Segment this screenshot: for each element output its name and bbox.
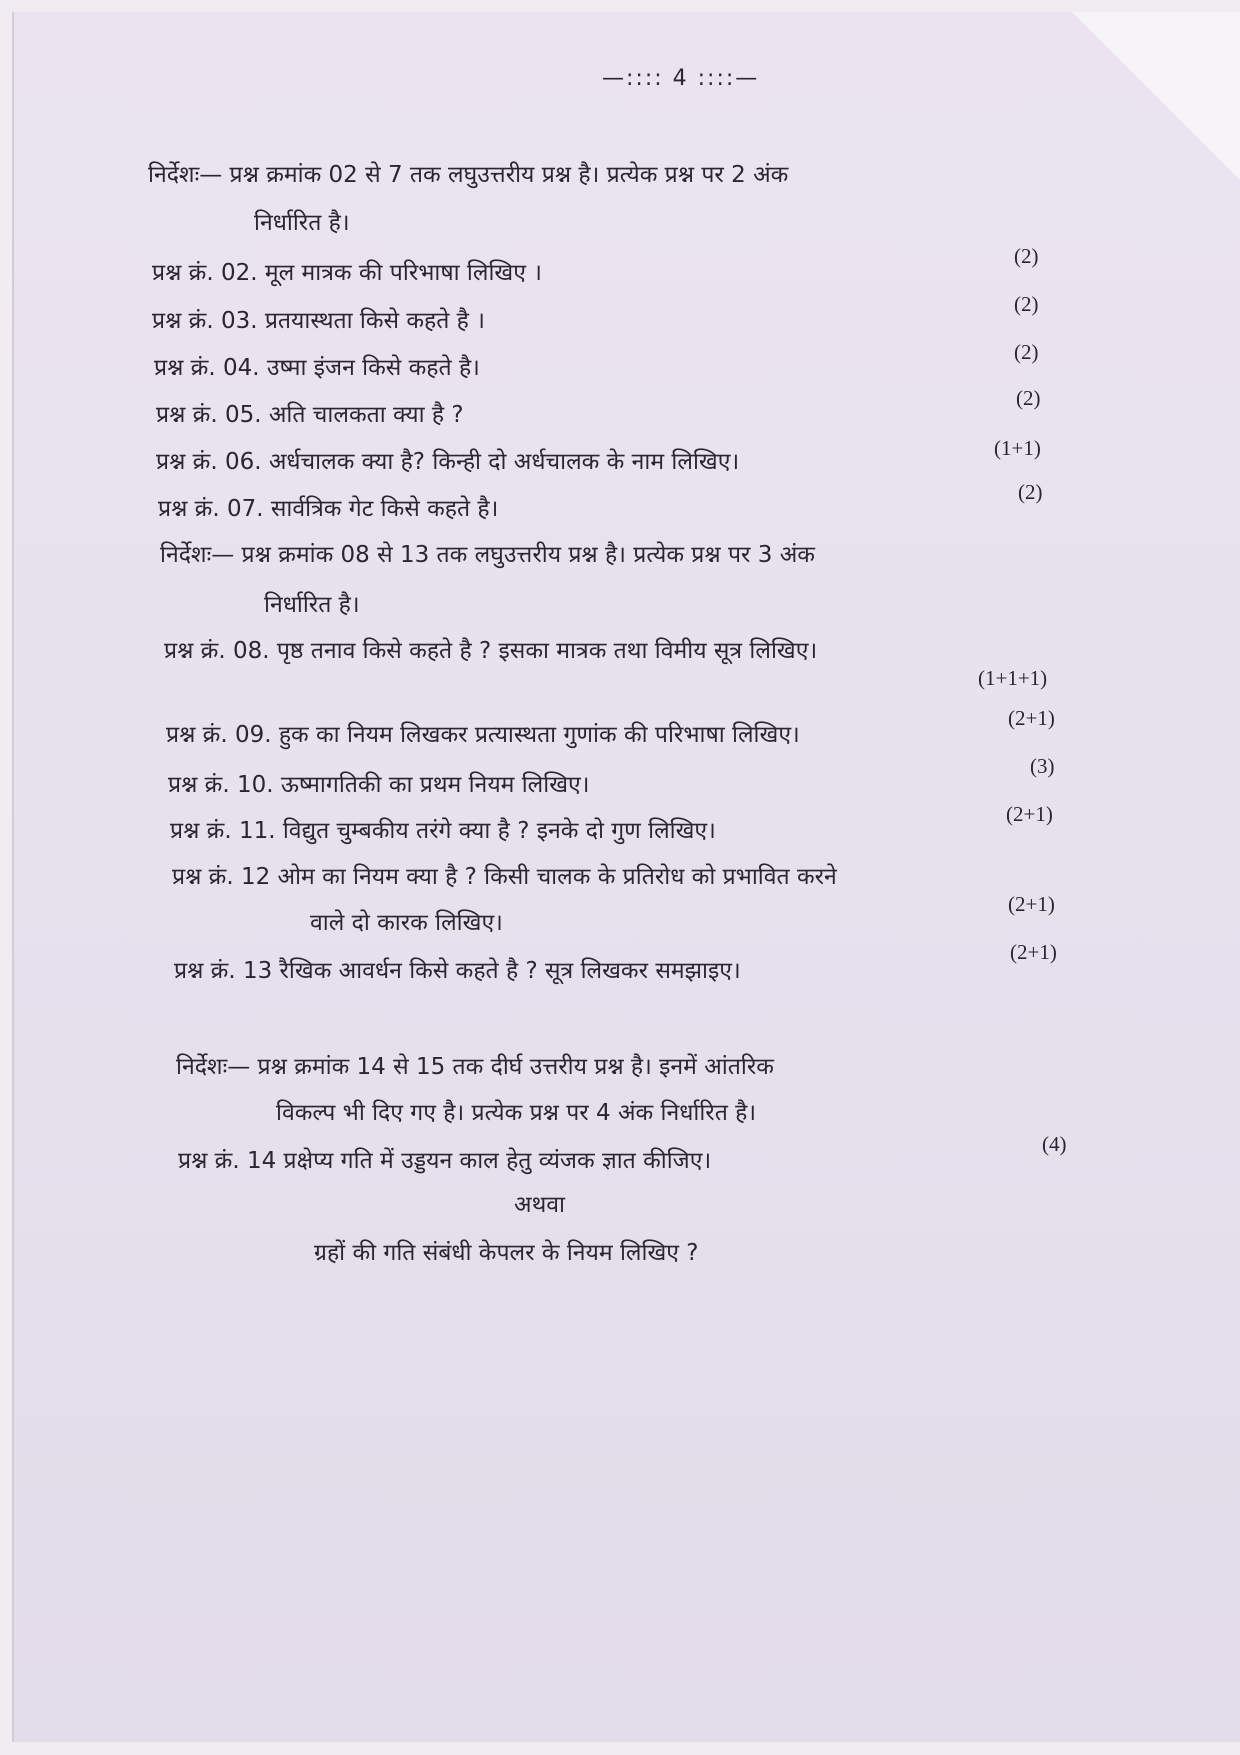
alternative-question: ग्रहों की गति संबंधी केपलर के नियम लिखिए ? bbox=[314, 1240, 699, 1266]
question-08: प्रश्न क्रं. 08. पृष्ठ तनाव किसे कहते है ? इसका मात्रक तथा विमीय सूत्र लिखिए। bbox=[164, 638, 818, 664]
question-07-marks: (2) bbox=[1018, 480, 1043, 504]
instruction-1-line-2: निर्धारित है। bbox=[254, 210, 350, 236]
question-06: प्रश्न क्रं. 06. अर्धचालक क्या है? किन्ही दो अर्धचालक के नाम लिखिए। bbox=[156, 449, 740, 475]
question-10-marks: (3) bbox=[1030, 754, 1055, 778]
question-11: प्रश्न क्रं. 11. विद्युत चुम्बकीय तरंगे क्या है ? इनके दो गुण लिखिए। bbox=[170, 818, 716, 844]
question-14-marks: (4) bbox=[1042, 1132, 1067, 1156]
question-04: प्रश्न क्रं. 04. उष्मा इंजन किसे कहते है। bbox=[154, 355, 480, 381]
instruction-2-line-1: निर्देशः— प्रश्न क्रमांक 08 से 13 तक लघुउत्तरीय प्रश्न है। प्रत्येक प्रश्न पर 3 अंक bbox=[160, 542, 815, 568]
question-08-marks: (1+1+1) bbox=[978, 666, 1048, 690]
question-07: प्रश्न क्रं. 07. सार्वत्रिक गेट किसे कहते है। bbox=[158, 496, 499, 522]
question-12-marks: (2+1) bbox=[1008, 892, 1055, 916]
instruction-1-line-1: निर्देशः— प्रश्न क्रमांक 02 से 7 तक लघुउत्तरीय प्रश्न है। प्रत्येक प्रश्न पर 2 अंक bbox=[148, 162, 789, 188]
question-11-marks: (2+1) bbox=[1006, 802, 1053, 826]
question-13-marks: (2+1) bbox=[1010, 940, 1057, 964]
page-number: —:::: 4 ::::— bbox=[602, 66, 760, 91]
question-12-continuation: वाले दो कारक लिखिए। bbox=[310, 910, 503, 936]
question-02: प्रश्न क्रं. 02. मूल मात्रक की परिभाषा लिखिए । bbox=[152, 260, 542, 286]
question-05-marks: (2) bbox=[1016, 386, 1041, 410]
question-06-marks: (1+1) bbox=[994, 436, 1041, 460]
question-02-marks: (2) bbox=[1014, 244, 1039, 268]
page-fold-corner bbox=[1072, 12, 1240, 182]
question-03-marks: (2) bbox=[1014, 292, 1039, 316]
or-label: अथवा bbox=[514, 1192, 566, 1218]
instruction-2-line-2: निर्धारित है। bbox=[264, 592, 360, 618]
instruction-3-line-1: निर्देशः— प्रश्न क्रमांक 14 से 15 तक दीर्घ उत्तरीय प्रश्न है। इनमें आंतरिक bbox=[176, 1054, 774, 1080]
question-14: प्रश्न क्रं. 14 प्रक्षेप्य गति में उड्डयन काल हेतु व्यंजक ज्ञात कीजिए। bbox=[178, 1148, 712, 1174]
question-13: प्रश्न क्रं. 13 रैखिक आवर्धन किसे कहते है ? सूत्र लिखकर समझाइए। bbox=[174, 958, 741, 984]
question-12: प्रश्न क्रं. 12 ओम का नियम क्या है ? किसी चालक के प्रतिरोध को प्रभावित करने bbox=[172, 864, 837, 890]
question-03: प्रश्न क्रं. 03. प्रतयास्थता किसे कहते है । bbox=[152, 308, 485, 334]
question-09-marks: (2+1) bbox=[1008, 706, 1055, 730]
question-05: प्रश्न क्रं. 05. अति चालकता क्या है ? bbox=[156, 402, 464, 428]
instruction-3-line-2: विकल्प भी दिए गए है। प्रत्येक प्रश्न पर 4 अंक निर्धारित है। bbox=[276, 1100, 757, 1126]
question-04-marks: (2) bbox=[1014, 340, 1039, 364]
exam-page bbox=[12, 12, 1240, 1742]
question-10: प्रश्न क्रं. 10. ऊष्मागतिकी का प्रथम नियम लिखिए। bbox=[168, 772, 590, 798]
question-09: प्रश्न क्रं. 09. हुक का नियम लिखकर प्रत्यास्थता गुणांक की परिभाषा लिखिए। bbox=[166, 722, 800, 748]
